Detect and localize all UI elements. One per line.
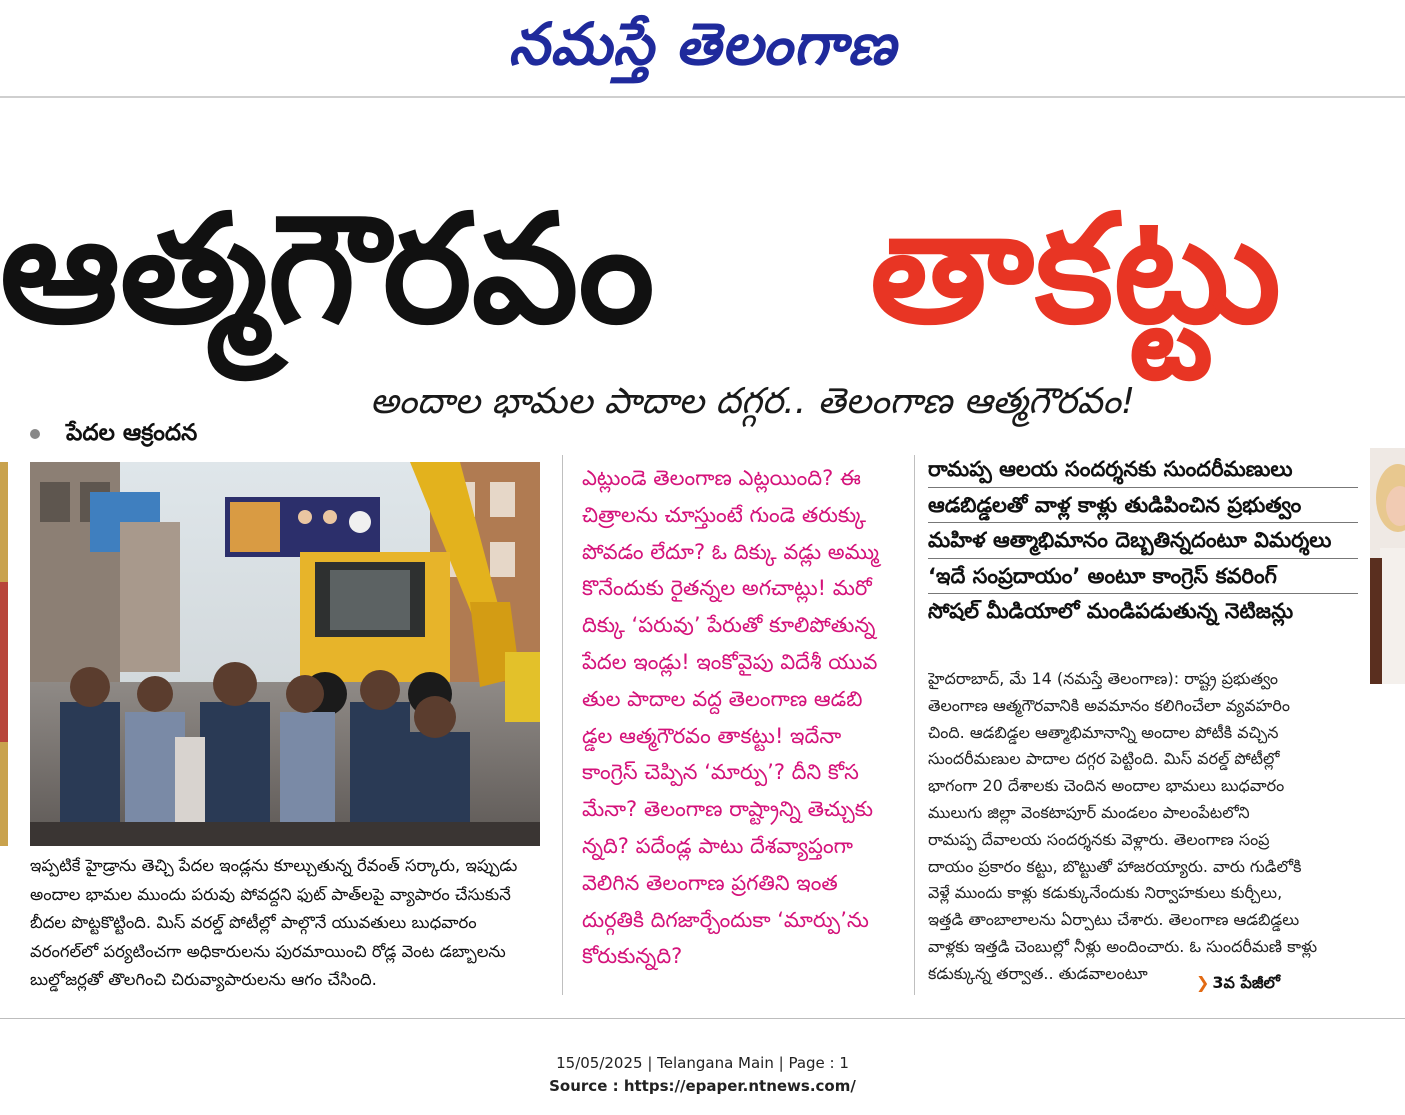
bullet-icon xyxy=(30,429,40,439)
commentary-line: డ్డల ఆత్మగౌరవం తాకట్టు! ఇదేనా xyxy=(582,723,842,748)
commentary-column xyxy=(582,460,902,975)
masthead-rule xyxy=(0,96,1405,98)
commentary-line: వెలిగిన తెలంగాణ ప్రగతిని ఇంత xyxy=(582,870,838,895)
footer-source: Source : https://epaper.ntnews.com/ xyxy=(549,1077,856,1095)
commentary-line: తుల పాదాల వద్ద తెలంగాణ ఆడబి xyxy=(582,686,863,711)
commentary-line: చిత్రాలను చూస్తుంటే గుండె తరుక్కు xyxy=(582,502,866,527)
story-line: తెలంగాణ ఆత్మగౌరవానికి అవమానం కలిగించేలా వ్యవహరిం xyxy=(928,695,1290,715)
deck-line: రామప్ప ఆలయ సందర్శనకు సుందరీమణులు xyxy=(928,452,1358,488)
story-line: కడుక్కున్న తర్వాత.. తుడవాలంటూ xyxy=(928,963,1148,983)
commentary-line: కాంగ్రెస్ చెప్పిన ‘మార్పు’? దీని కోస xyxy=(582,760,859,785)
story-line: వాళ్లకు ఇత్తడి చెంబుల్లో నీళ్లు అందించారు. ఓ సుందరీమణి కాళ్లు xyxy=(928,936,1318,956)
commentary-line: దిక్కు ‘పరువు’ పేరుతో కూలిపోతున్న xyxy=(582,613,876,638)
news-photo xyxy=(30,462,540,846)
commentary-line: కోరుకున్నది? xyxy=(582,944,683,969)
subheadline: అందాల భామల పాదాల దగ్గర.. తెలంగాణ ఆత్మగౌరవం! xyxy=(370,381,1136,422)
story-line: చింది. ఆడబిడ్డల ఆత్మాభిమానాన్ని అందాల పోటీకి వచ్చిన xyxy=(928,722,1279,742)
commentary-line: కొనేందుకు రైతన్నల అగచాట్లు! మరో xyxy=(582,576,872,601)
caption-line: బుల్డోజర్లతో తొలగించి చిరువ్యాపారులను ఆగం చేసింది. xyxy=(30,970,377,989)
jump-arrow-icon: ❯ xyxy=(1196,973,1210,992)
deck-line: ‘ఇదే సంప్రదాయం’ అంటూ కాంగ్రెస్ కవరింగ్ xyxy=(928,559,1358,595)
story-line: సుందరీమణుల పాదాల దగ్గర పెట్టింది. మిస్ వరల్డ్ పోటీల్లో xyxy=(928,749,1280,769)
story-body xyxy=(928,666,1353,988)
footer-rule xyxy=(0,1018,1405,1019)
commentary-line: న్నది? పదేండ్ల పాటు దేశవ్యాప్తంగా xyxy=(582,833,853,858)
story-line: రామప్ప దేవాలయ సందర్శనకు వెళ్లారు. తెలంగాణ సంప్ర xyxy=(928,829,1270,849)
story-line: ములుగు జిల్లా వెంకటాపూర్ మండలం పాలంపేటలోని xyxy=(928,802,1250,822)
headline-black: ఆత్మగౌరవం xyxy=(0,183,655,357)
continued-text: 3వ పేజీలో xyxy=(1212,973,1281,992)
column-divider xyxy=(914,455,915,995)
deck-line: ఆడబిడ్డలతో వాళ్ల కాళ్లు తుడిపించిన ప్రభుత్వం xyxy=(928,488,1358,524)
story-line: ఇత్తడి తాంబాలాలను ఏర్పాటు చేశారు. తెలంగాణ ఆడబిడ్డలు xyxy=(928,910,1300,930)
story-deck xyxy=(928,452,1358,629)
caption-line: అందాల భామల ముందు పరువు పోవద్దని ఫుట్ పాత్‌లపై వ్యాపారం చేసుకునే xyxy=(30,884,511,904)
photo-caption xyxy=(30,852,550,995)
commentary-line: ఎట్లుండె తెలంగాణ ఎట్లయింది? ఈ xyxy=(582,466,861,490)
caption-line: వరంగల్‌లో పర్యటించగా అధికారులను పురమాయించి రోడ్ల వెంట డబ్బాలను xyxy=(30,941,506,961)
continued-link[interactable] xyxy=(1196,972,1280,994)
caption-line: బీదల పొట్టకొట్టింది. మిస్ వరల్డ్ పోటీల్లో పాల్గొనే యువతులు బుధవారం xyxy=(30,913,477,932)
masthead-title: నమస్తే తెలంగాణ xyxy=(508,10,897,78)
footer-date-page: 15/05/2025 | Telangana Main | Page : 1 xyxy=(556,1054,849,1072)
deck-line: మహిళ ఆత్మాభిమానం దెబ్బతిన్నదంటూ విమర్శలు xyxy=(928,523,1358,559)
commentary-line: దుర్గతికి దిగజార్చేందుకా ‘మార్పు’ను xyxy=(582,907,869,932)
adjacent-photo-strip xyxy=(0,462,8,846)
deck-line: సోషల్ మీడియాలో మండిపడుతున్న నెటిజన్లు xyxy=(928,599,1294,623)
story-line: వెళ్లే ముందు కాళ్లు కడుక్కునేందుకు నిర్వాహకులు కుర్చీలు, xyxy=(928,883,1283,903)
commentary-line: పోవడం లేదూ? ఓ దిక్కు వడ్లు అమ్ము xyxy=(582,539,879,564)
model-photo-strip xyxy=(1370,448,1405,684)
kicker xyxy=(30,418,197,448)
caption-line: ఇప్పటికే హైడ్రాను తెచ్చి పేదల ఇండ్లను కూల్చుతున్న రేవంత్ సర్కారు, ఇప్పుడు xyxy=(30,856,518,875)
commentary-line: మేనా? తెలంగాణ రాష్ట్రాన్ని తెచ్చుకు xyxy=(582,797,873,822)
story-line: హైదరాబాద్, మే 14 (నమస్తే తెలంగాణ): రాష్ట్ర ప్రభుత్వం xyxy=(928,669,1279,688)
story-line: భాగంగా 20 దేశాలకు చెందిన అందాల భామలు బుధవారం xyxy=(928,776,1285,796)
commentary-line: పేదల ఇండ్లు! ఇంకోవైపు విదేశీ యువ xyxy=(582,649,878,674)
story-line: దాయం ప్రకారం కట్టు, బొట్టుతో హాజరయ్యారు. వారు గుడిలోకి xyxy=(928,856,1302,876)
column-divider xyxy=(562,455,563,995)
kicker-text: పేదల ఆక్రందన xyxy=(66,420,198,446)
headline-red: తాకట్టు xyxy=(870,183,1282,357)
